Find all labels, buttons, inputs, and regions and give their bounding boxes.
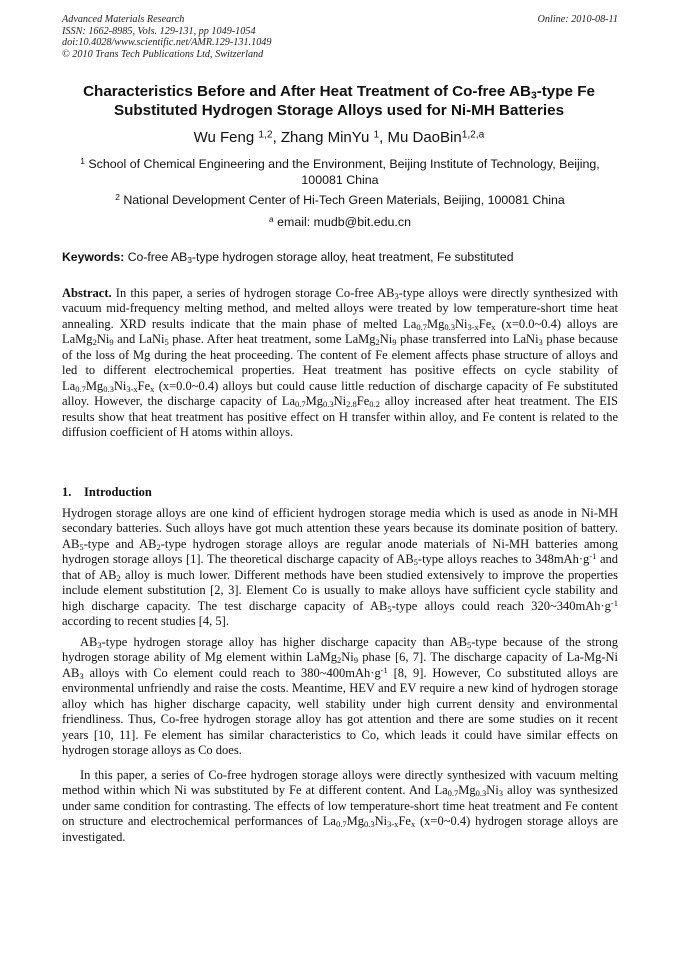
subscript: 0.3	[363, 819, 375, 830]
text-run: (x=0~0.4) hydrogen storage alloys are investigated.	[62, 814, 619, 844]
subscript: 0.3	[323, 399, 334, 410]
journal-name: Advanced Materials Research	[62, 14, 185, 25]
journal-doi: doi:10.4028/www.scientific.net/AMR.129-131.1049	[62, 37, 272, 49]
text-run: AB	[80, 635, 98, 649]
text-run: In this paper, a series of hydrogen storage Co-free AB	[111, 286, 395, 300]
text-run: -type and AB	[83, 536, 157, 551]
text-run: (x=0.0~0.4) alloys are LaMg	[62, 316, 618, 347]
subscript: 5	[387, 603, 392, 614]
text-run: Mg	[426, 316, 445, 331]
subscript: 9	[353, 655, 358, 666]
text-run: Mg	[346, 814, 364, 829]
author-name: , Zhang MinYu	[272, 129, 374, 146]
text-run: according to recent studies [4, 5].	[62, 614, 229, 629]
text-run: Ni	[333, 394, 347, 409]
text-run: -type alloys could reach 320~340mAh·g	[391, 598, 611, 613]
text-run: Hydrogen storage alloys are one kind of efficient hydrogen storage media which is used as anode in Ni-MH secondary batteries. Such alloys have got much attention these years because its dominate position of battery. AB	[62, 506, 618, 551]
section-number: 1.	[62, 485, 72, 499]
subscript: 3-x	[387, 819, 399, 830]
subscript: 0.7	[295, 399, 306, 410]
journal-copyright: © 2010 Trans Tech Publications Ltd, Switzerland	[62, 48, 264, 60]
subscript: 3	[394, 290, 399, 301]
subscript: 0.2	[369, 399, 380, 410]
intro-paragraph-1	[62, 506, 618, 630]
journal-issn: ISSN: 1662-8985, Vols. 129-131, pp 1049-1054	[62, 25, 256, 37]
subscript: 5	[466, 639, 472, 650]
author-email: $^a$ email: mudb@bit.edu.cn	[269, 214, 411, 229]
text-run: Ni	[486, 783, 499, 798]
text-run: phase transferred into LaNi	[396, 332, 539, 347]
online-date: Online: 2010-08-11	[537, 14, 618, 25]
subscript: 2	[156, 541, 161, 552]
intro-paragraph-3	[62, 768, 618, 845]
superscript: -1	[589, 551, 597, 562]
subscript: 3	[79, 670, 84, 681]
subscript: 9	[392, 337, 397, 348]
text-run: -type hydrogen storage alloy has higher discharge capacity than AB	[101, 635, 467, 649]
section-title: Introduction	[84, 485, 152, 499]
subscript: 0.7	[335, 819, 347, 830]
subscript: 0.7	[416, 321, 427, 332]
text-run: Fe	[356, 394, 370, 409]
text-run: Mg	[85, 378, 104, 393]
subscript: 2	[375, 337, 380, 348]
subscript: 3-x	[126, 383, 138, 394]
text-run: Ni	[379, 332, 393, 347]
keywords: Keywords: Co-free $AB_3$-type hydrogen storage alloy, heat treatment, Fe substituted	[62, 250, 514, 265]
subscript: 3	[97, 639, 102, 650]
text-run: Fe	[137, 378, 151, 393]
author-name: , Mu DaoBin	[379, 129, 462, 146]
text-run: Mg	[305, 394, 324, 409]
intro-paragraph-2	[62, 635, 618, 759]
text-run: alloys with Co element could reach to 380~400mAh·g	[83, 665, 381, 680]
section-heading-introduction	[62, 484, 618, 500]
text-run: Ni	[341, 650, 354, 665]
paper-title: Characteristics Before and After Heat Treatment of Co-free $AB_3$-type Fe Substituted Hydrogen Storage Alloys used for Ni-MH Batteries	[83, 83, 595, 119]
text-run: phase [6, 7]. The discharge capacity of La-Mg-Ni AB	[62, 650, 618, 680]
subscript: 2	[92, 337, 97, 348]
subscript: 0.3	[475, 788, 487, 799]
subscript: 5	[79, 541, 84, 552]
text-run: [8, 9]. However, Co substituted alloys are environmental unfriendly and raise the costs. Meantime, HEV and EV require a new kind of hydrogen storage alloy which has higher discharge capacity, well stability under high current density and environmental friendliness. Thus, Co-free hydrogen storage alloy has got attention and there are some studies on it recent years [10, 11]. Fe element has similar characteristics to Co, which leads it could have similar effects on hydrogen storage alloys as Co does.	[62, 665, 618, 758]
abstract	[62, 286, 618, 441]
subscript: 5	[413, 557, 418, 568]
journal-header	[62, 14, 618, 60]
author-name: Wu Feng	[193, 129, 259, 146]
subscript: 2	[116, 572, 121, 583]
text-run: alloy is much lower. Different methods have been studied extensively to improve the properties include element substitution [2, 3]. Element Co is usually to make alloys have sufficient cycle stability and high discharge capacity. The test discharge capacity of AB	[62, 567, 618, 613]
subscript: 2.8	[346, 399, 357, 410]
text-run: alloy was synthesized under same condition for contrasting. The effects of low temperature-short time heat treatment and Fe content on structure and electrochemical performances of La	[62, 783, 618, 829]
text-run: -type because of the strong hydrogen storage ability of Mg element within LaMg	[62, 635, 618, 665]
text-run: -type alloys reaches to 348mAh·g	[417, 552, 590, 567]
subscript: x	[150, 383, 155, 394]
keywords-label: Keywords:	[62, 250, 125, 264]
text-run: Ni	[113, 378, 127, 393]
subscript: 0.3	[444, 321, 455, 332]
text-run: alloy increased after heat treatment. The EIS results show that heat treatment has positive effect on H transfer within alloy, and Fe content is related to the diffusion coefficient of H atoms within alloys.	[62, 394, 619, 440]
affiliation-2: $^2$ National Development Center of Hi-Tech Green Materials, Beijing, 100081 China	[115, 192, 565, 207]
subscript: 2	[336, 655, 342, 666]
text-run: Fe	[478, 316, 492, 331]
subscript: 0.7	[447, 788, 459, 799]
subscript: 3	[498, 788, 504, 799]
text-run: In this paper, a series of Co-free hydrogen storage alloys were directly synthesized with vacuum melting method within which Ni was substituted by Fe at different content. And La	[62, 768, 618, 798]
subscript: 0.7	[75, 383, 86, 394]
abstract-label: Abstract.	[62, 286, 112, 300]
affiliation-1: $^1$ School of Chemical Engineering and the Environment, Beijing Institute of Technology, Beijing, 100081 China	[80, 156, 600, 188]
subscript: 9	[109, 337, 114, 348]
subscript: x	[491, 321, 496, 332]
text-run: Fe	[398, 814, 411, 829]
superscript: -1	[610, 597, 618, 608]
text-run: and that of AB	[62, 552, 618, 582]
text-run: -type alloys were directly synthesized with vacuum mid-frequency melting method, and melted alloys were treated by low temperature-short time heat annealing. XRD results indicate that the main phase of melted La	[62, 286, 618, 331]
superscript: -1	[380, 665, 388, 676]
text-run: Ni	[96, 332, 110, 347]
text-run: and LaNi	[113, 332, 165, 347]
subscript: 3-x	[467, 321, 479, 332]
text-run: Mg	[458, 783, 476, 798]
subscript: x	[410, 819, 416, 830]
text-run: Ni	[454, 316, 468, 331]
text-run: (x=0.0~0.4) alloys but could cause little reduction of discharge capacity of Fe substituted alloy. However, the discharge capacity of La	[62, 378, 618, 409]
subscript: 0.3	[103, 383, 114, 394]
subscript: 3	[538, 337, 543, 348]
text-run: phase. After heat treatment, some LaMg	[168, 332, 376, 347]
text-run: Ni	[374, 814, 388, 829]
text-run: -type hydrogen storage alloys are regular anode materials of Ni-MH batteries among hydrogen storage alloys [1]. The theoretical discharge capacity of AB	[62, 536, 618, 567]
text-run: phase because of the loss of Mg during the heat proceeding. The content of Fe element affects phase structure of alloys and led to different electrochemical properties. Heat treatment has positive effects on cycle stability of La	[62, 332, 618, 393]
subscript: 5	[164, 337, 169, 348]
author-list: Wu Feng $^{1,2}$, Zhang MinYu $^1$, Mu DaoBin$^{1,2,a}$	[193, 129, 485, 146]
